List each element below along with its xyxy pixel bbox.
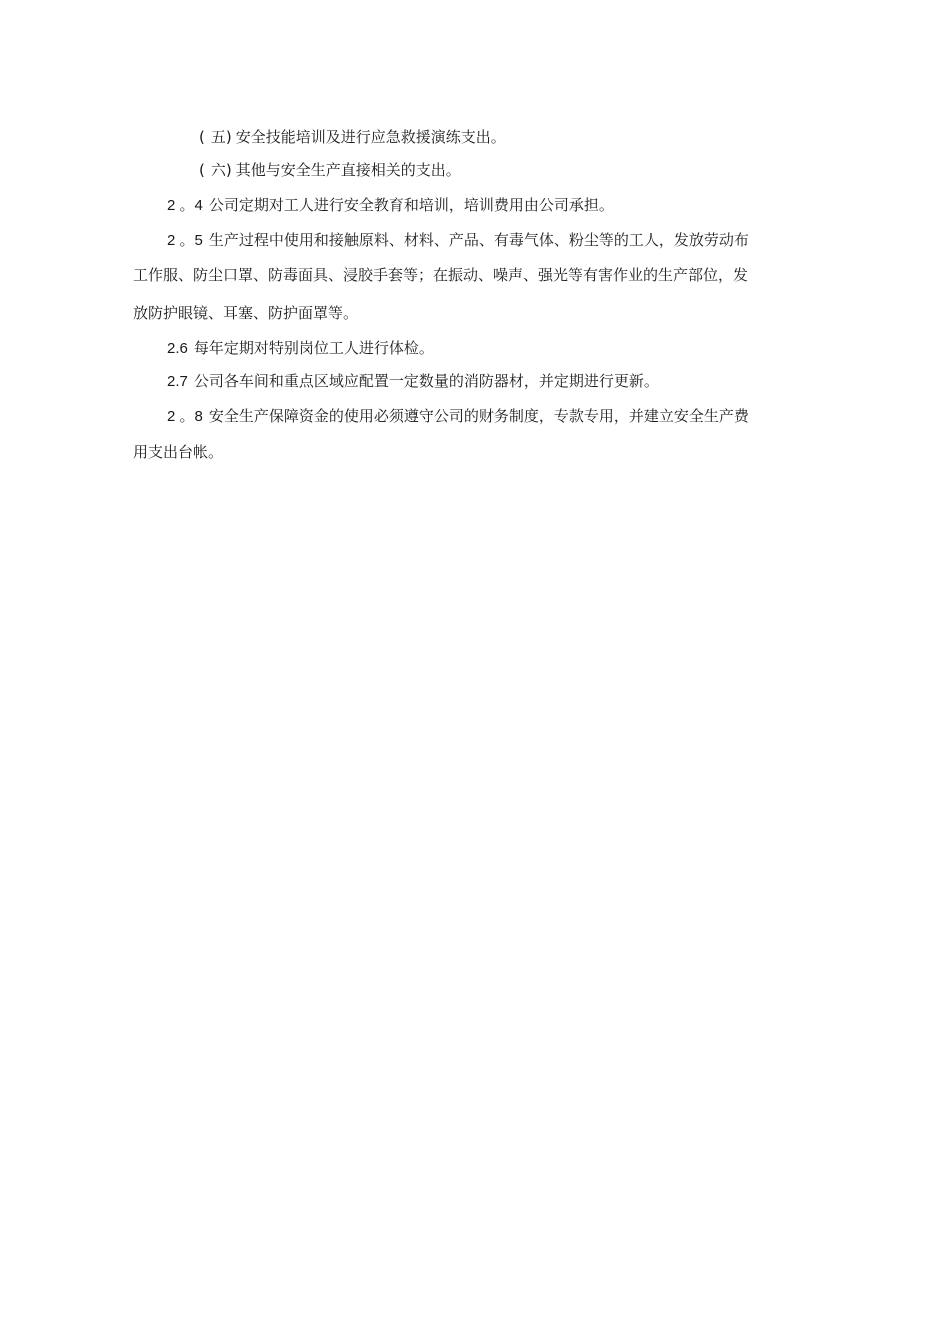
clause-2-4 [133, 196, 614, 215]
clause-number: 2.6 [167, 340, 188, 357]
clause-number: 2 。5 [167, 232, 203, 249]
clause-2-7 [133, 372, 659, 391]
clause-text-line-2: 用支出台帐。 [133, 443, 224, 461]
list-marker: 五) [210, 128, 232, 146]
list-item-five [133, 128, 506, 147]
clause-2-5-line-2 [133, 266, 748, 285]
clause-text-line-3: 放防护眼镜、耳塞、防护面罩等。 [133, 304, 359, 322]
clause-number: 2 。8 [167, 408, 203, 425]
list-item-text: 其他与安全生产直接相关的支出。 [235, 161, 461, 179]
list-item-text: 安全技能培训及进行应急救援演练支出。 [235, 128, 506, 146]
list-marker-open: ( [199, 161, 205, 179]
clause-text-line-1: 安全生产保障资金的使用必须遵守公司的财务制度，专款专用，并建立安全生产费 [208, 407, 749, 425]
clause-text: 每年定期对特别岗位工人进行体检。 [193, 339, 434, 357]
clause-text: 公司各车间和重点区域应配置一定数量的消防器材，并定期进行更新。 [193, 372, 659, 390]
clause-2-8-line-2 [133, 443, 223, 462]
clause-text-line-2: 工作服、防尘口罩、防毒面具、浸胶手套等；在振动、噪声、强光等有害作业的生产部位，发 [133, 266, 749, 284]
clause-text-line-1: 生产过程中使用和接触原料、材料、产品、有毒气体、粉尘等的工人，发放劳动布 [208, 231, 749, 249]
clause-2-5 [133, 231, 749, 250]
clause-2-8 [133, 407, 749, 426]
list-item-six [133, 161, 461, 180]
clause-2-5-line-3 [133, 304, 358, 323]
clause-2-6 [133, 339, 434, 358]
clause-number: 2 。4 [167, 197, 203, 214]
clause-number: 2.7 [167, 373, 188, 390]
list-marker: 六) [210, 161, 232, 179]
list-marker-open: ( [199, 128, 205, 146]
clause-text: 公司定期对工人进行安全教育和培训，培训费用由公司承担。 [208, 196, 614, 214]
